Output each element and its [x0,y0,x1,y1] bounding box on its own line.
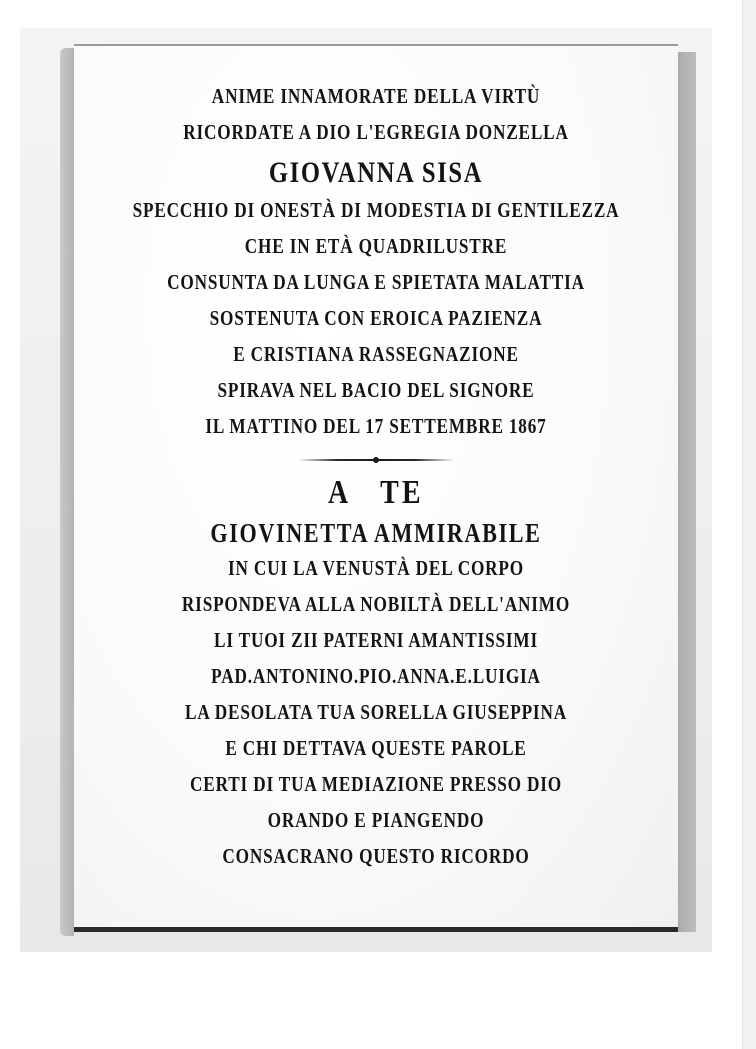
inscription-line: RICORDATE A DIO L'EGREGIA DONZELLA [183,120,569,144]
inscription-line: E CRISTIANA RASSEGNAZIONE [233,342,519,366]
plaque-shadow-right [676,52,696,932]
inscription-line: CONSACRANO QUESTO RICORDO [222,844,530,868]
memorial-plaque [74,44,678,932]
inscription-line: SPIRAVA NEL BACIO DEL SIGNORE [217,378,535,402]
deceased-name: GIOVANNA SISA [268,156,484,189]
inscription-line: SPECCHIO DI ONESTÀ DI MODESTIA DI GENTILEZZA [132,198,620,222]
inscription-line: LA DESOLATA TUA SORELLA GIUSEPPINA [185,700,567,724]
inscription-line: ANIME INNAMORATE DELLA VIRTÙ [211,84,541,108]
plaque-shadow-left [60,48,74,936]
inscription-line: RISPONDEVA ALLA NOBILTÀ DELL'ANIMO [181,592,571,616]
page-edge [742,0,756,1049]
ornamental-divider-icon [298,458,454,462]
dedication-heading: A TE [328,474,424,511]
inscription-line: ORANDO E PIANGENDO [267,808,485,832]
date-line: IL MATTINO DEL 17 SETTEMBRE 1867 [205,414,547,438]
inscription-line: SOSTENUTA CON EROICA PAZIENZA [209,306,543,330]
inscription [74,86,678,882]
inscription-line: IN CUI LA VENUSTÀ DEL CORPO [228,556,524,580]
inscription-line: CONSUNTA DA LUNGA E SPIETATA MALATTIA [167,270,585,294]
inscription-line: PAD.ANTONINO.PIO.ANNA.E.LUIGIA [211,664,541,688]
inscription-line: LI TUOI ZII PATERNI AMANTISSIMI [214,628,538,652]
inscription-line: CERTI DI TUA MEDIAZIONE PRESSO DIO [190,772,562,796]
inscription-line: E CHI DETTAVA QUESTE PAROLE [225,736,527,760]
inscription-line: CHE IN ETÀ QUADRILUSTRE [244,234,508,258]
inscription-line: GIOVINETTA AMMIRABILE [210,518,542,548]
